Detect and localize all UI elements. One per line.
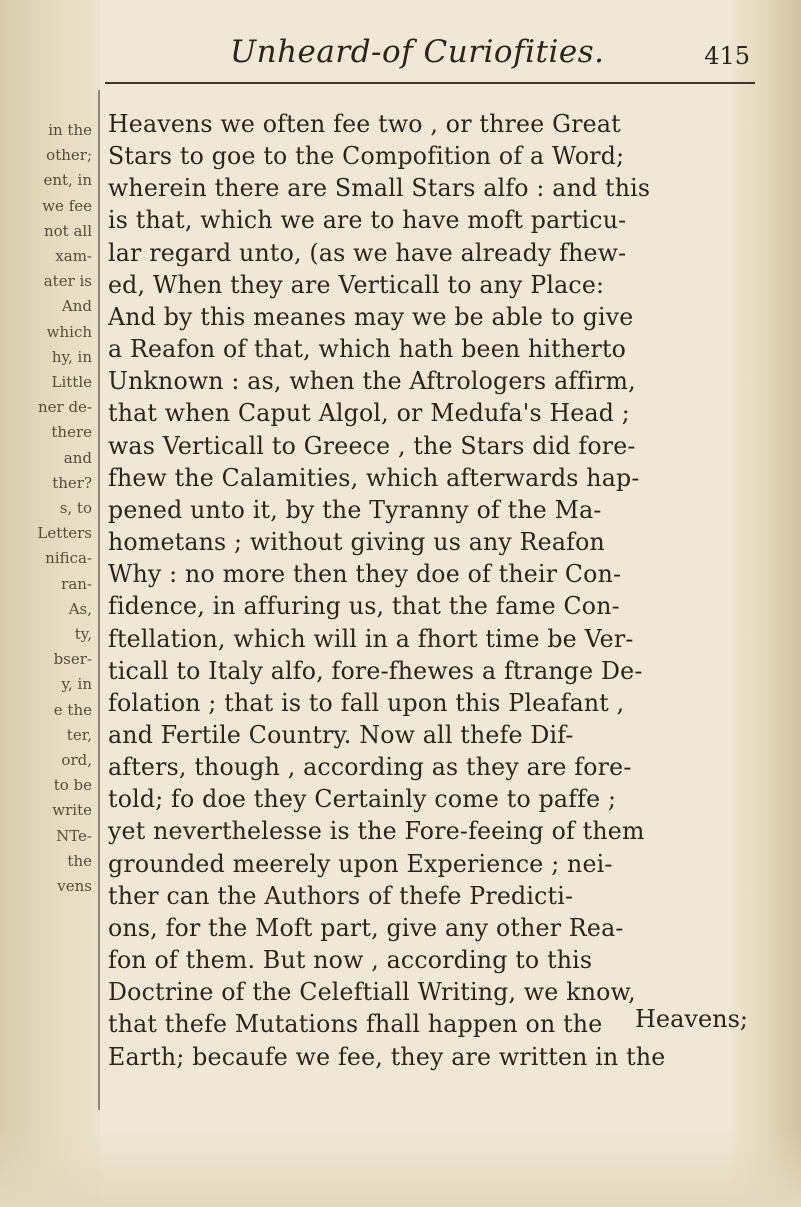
text-line: Doctrine of the Celeftiall Writing, we know, <box>108 978 636 1007</box>
page-header <box>120 34 750 82</box>
text-line: pened unto it, by the Tyranny of the Ma- <box>108 495 602 524</box>
text-line: ther can the Authors of thefe Predicti- <box>108 881 574 910</box>
header-rule <box>105 82 755 84</box>
previous-page-fragment: write <box>52 801 92 820</box>
previous-page-fragment: in the <box>48 121 92 139</box>
previous-page-fragment: bser- <box>53 650 92 669</box>
previous-page-fragment: y, in <box>61 675 92 694</box>
text-line: folation ; that is to fall upon this Pleafant , <box>108 688 625 717</box>
text-line: and Fertile Country. Now all thefe Dif- <box>108 720 574 749</box>
catchword: Heavens; <box>634 1005 748 1033</box>
text-line: afters, though , according as they are fore- <box>108 753 632 782</box>
text-line: hometans ; without giving us any Reafon <box>108 528 605 557</box>
text-line: fon of them. But now , according to this <box>108 946 593 975</box>
text-line: ed, When they are Verticall to any Place: <box>108 270 605 299</box>
previous-page-fragment: As, <box>68 599 92 618</box>
previous-page-fragment: And <box>61 297 92 316</box>
text-line: a Reafon of that, which hath been hitherto <box>108 335 627 364</box>
text-line: ticall to Italy alfo, fore-fhewes a ftrange De- <box>108 656 643 685</box>
text-line: lar regard unto, (as we have already fhew- <box>108 238 627 267</box>
previous-page-fragment: which <box>46 322 92 341</box>
previous-page-fragment: and <box>63 448 92 467</box>
previous-page-fragment: Letters <box>37 524 92 543</box>
previous-page-fragment: not all <box>43 221 92 240</box>
previous-page-fragment: nifica- <box>45 549 92 568</box>
previous-page-fragment: ater is <box>43 272 92 291</box>
text-line: Earth; becaufe we fee, they are written in the <box>108 1042 666 1071</box>
previous-page-fragment: xam- <box>55 247 92 266</box>
previous-page-fragment: e the <box>53 700 92 719</box>
previous-page-fragment: ran- <box>61 574 92 593</box>
previous-page-fragment: Little <box>51 373 92 392</box>
previous-page-fragment: s, to <box>59 499 92 518</box>
previous-page-fragment: NTe- <box>56 826 92 845</box>
text-line: told; fo doe they Certainly come to paffe ; <box>108 785 617 814</box>
previous-page-fragment: ent, in <box>43 171 92 190</box>
text-line: ftellation, which will in a fhort time be Ver- <box>108 624 634 653</box>
text-line: grounded meerely upon Experience ; nei- <box>108 849 613 878</box>
catchword-row <box>108 1005 748 1033</box>
body-text <box>108 108 758 1073</box>
running-title: Unheard-of Curiofities. <box>230 34 605 70</box>
previous-page-fragment: there <box>51 423 92 442</box>
previous-page-fragment: ty, <box>74 625 92 644</box>
previous-page-fragment: ter, <box>66 725 92 744</box>
page-number: 415 <box>704 42 750 70</box>
text-line: fhew the Calamities, which afterwards hap- <box>108 463 640 492</box>
binding-fold <box>98 90 100 1110</box>
text-line: Heavens we often fee two , or three Great <box>108 110 621 138</box>
text-line: wherein there are Small Stars alfo : and this <box>108 174 651 203</box>
previous-page-fragment: other; <box>46 146 92 165</box>
page-bottom-shadow <box>0 1130 801 1207</box>
text-line: that when Caput Algol, or Medufa's Head ; <box>108 399 630 428</box>
text-line: was Verticall to Greece , the Stars did fore- <box>108 431 636 460</box>
previous-page-fragment: ord, <box>61 751 92 770</box>
text-line: Why : no more then they doe of their Con- <box>108 560 622 589</box>
previous-page-fragment: to be <box>53 776 92 795</box>
text-line: yet neverthelesse is the Fore-feeing of them <box>108 817 645 846</box>
previous-page-fragment: ner de- <box>37 398 92 417</box>
text-line: And by this meanes may we be able to give <box>108 302 634 331</box>
text-line: ons, for the Moft part, give any other Rea- <box>108 913 624 942</box>
previous-page-fragment: the <box>67 851 92 870</box>
text-line: that thefe Mutations fhall happen on the <box>108 1010 603 1039</box>
previous-page-fragment: we fee <box>42 196 92 215</box>
text-line: fidence, in affuring us, that the fame Con- <box>108 592 620 621</box>
previous-page-fragment: ther? <box>52 473 92 492</box>
previous-page-text <box>0 118 96 899</box>
previous-page-fragment: hy, in <box>51 347 92 366</box>
text-line: Stars to goe to the Compofition of a Word; <box>108 142 625 171</box>
previous-page-fragment: vens <box>57 877 92 896</box>
text-line: is that, which we are to have moft particu- <box>108 206 627 235</box>
text-line: Unknown : as, when the Aftrologers affirm, <box>108 367 636 396</box>
